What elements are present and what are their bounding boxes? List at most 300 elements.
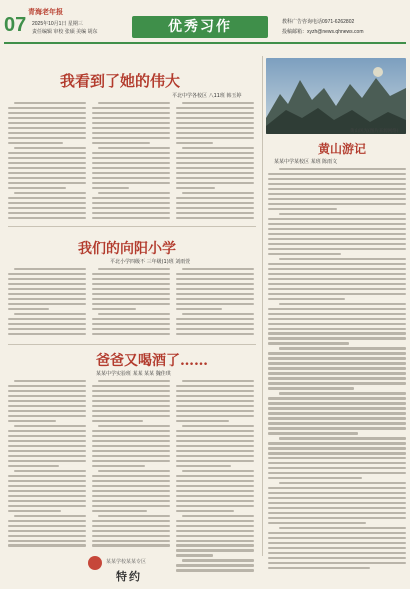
text-line <box>268 507 406 509</box>
text-line <box>268 412 406 414</box>
text-line <box>176 445 254 447</box>
text-line <box>176 278 254 280</box>
text-line <box>268 367 406 369</box>
text-line <box>8 490 86 492</box>
text-line <box>279 168 406 170</box>
text-line <box>268 382 406 384</box>
text-line <box>268 183 406 185</box>
text-line <box>182 102 254 104</box>
text-line <box>176 137 254 139</box>
text-line <box>92 187 129 189</box>
text-line <box>182 192 254 194</box>
text-line <box>92 283 170 285</box>
contact-email: 投稿邮箱：xyzh@news.qhnews.com <box>282 29 364 35</box>
text-line <box>176 207 254 209</box>
page-number: 07 <box>4 14 27 36</box>
text-line <box>92 390 170 392</box>
text-line <box>92 450 170 452</box>
text-line <box>268 472 406 474</box>
text-line <box>8 187 66 189</box>
text-line <box>268 517 406 519</box>
text-line <box>92 410 170 412</box>
text-line <box>92 157 170 159</box>
text-line <box>8 465 59 467</box>
text-line <box>8 328 86 330</box>
text-line <box>14 268 86 270</box>
text-line <box>92 162 170 164</box>
text-line <box>8 152 86 154</box>
article-body <box>176 380 254 576</box>
text-line <box>8 480 86 482</box>
text-line <box>279 258 406 260</box>
text-line <box>8 460 86 462</box>
text-line <box>268 567 370 569</box>
text-line <box>268 532 406 534</box>
text-line <box>279 527 406 529</box>
text-line <box>92 127 170 129</box>
text-line <box>8 157 86 159</box>
text-line <box>268 552 406 554</box>
text-line <box>176 303 254 305</box>
text-line <box>176 430 254 432</box>
text-line <box>176 217 254 219</box>
text-line <box>92 293 170 295</box>
text-line <box>176 490 254 492</box>
text-line <box>92 544 170 546</box>
text-line <box>8 510 61 512</box>
text-line <box>8 544 86 546</box>
text-line <box>8 137 86 139</box>
text-line <box>92 445 170 447</box>
text-line <box>8 435 86 437</box>
text-line <box>8 500 86 502</box>
text-line <box>279 213 406 215</box>
text-line <box>92 308 136 310</box>
text-line <box>176 420 229 422</box>
school-logo-icon <box>88 556 102 570</box>
text-line <box>8 293 86 295</box>
article-body <box>176 102 254 222</box>
text-line <box>268 477 362 479</box>
column-divider <box>262 56 263 556</box>
text-line <box>92 142 150 144</box>
text-line <box>8 273 86 275</box>
text-line <box>176 323 254 325</box>
text-line <box>92 207 170 209</box>
text-line <box>268 407 406 409</box>
text-line <box>176 525 254 527</box>
text-line <box>268 178 406 180</box>
text-line <box>92 475 170 477</box>
text-line <box>176 535 254 537</box>
text-line <box>98 313 170 315</box>
text-line <box>176 308 222 310</box>
text-line <box>92 217 170 219</box>
text-line <box>8 505 86 507</box>
text-line <box>92 177 170 179</box>
text-line <box>92 172 170 174</box>
text-line <box>268 557 406 559</box>
text-line <box>176 520 254 522</box>
text-line <box>268 173 406 175</box>
text-line <box>268 263 406 265</box>
text-line <box>8 298 86 300</box>
text-line <box>8 112 86 114</box>
text-line <box>92 132 170 134</box>
text-line <box>92 495 170 497</box>
text-line <box>92 405 170 407</box>
text-line <box>176 117 254 119</box>
text-line <box>268 487 406 489</box>
text-line <box>176 544 254 546</box>
text-line <box>268 342 349 344</box>
text-line <box>176 510 234 512</box>
text-line <box>268 442 406 444</box>
text-line <box>8 197 86 199</box>
text-line <box>268 313 406 315</box>
photo-caption: 黄山风光(图片来源网络) <box>350 129 399 134</box>
text-line <box>176 480 254 482</box>
text-line <box>182 559 254 561</box>
text-line <box>268 462 406 464</box>
text-line <box>92 535 170 537</box>
text-line <box>268 238 406 240</box>
text-line <box>92 288 170 290</box>
text-line <box>92 520 170 522</box>
text-line <box>92 385 170 387</box>
contact-phone: 教科广告咨询电话0971-6262802 <box>282 19 355 25</box>
text-line <box>98 380 170 382</box>
text-line <box>8 530 86 532</box>
text-line <box>279 303 406 305</box>
text-line <box>176 157 254 159</box>
text-line <box>8 535 86 537</box>
text-line <box>176 395 254 397</box>
text-line <box>268 298 345 300</box>
text-line <box>182 268 254 270</box>
text-line <box>92 530 170 532</box>
text-line <box>268 278 406 280</box>
text-line <box>8 333 86 335</box>
text-line <box>268 547 406 549</box>
text-line <box>176 318 254 320</box>
text-line <box>176 385 254 387</box>
text-line <box>8 440 86 442</box>
text-line <box>268 223 406 225</box>
text-line <box>182 470 254 472</box>
text-line <box>14 192 86 194</box>
text-line <box>92 400 170 402</box>
text-line <box>8 308 49 310</box>
text-line <box>268 397 406 399</box>
text-line <box>92 455 170 457</box>
text-line <box>92 430 170 432</box>
section-divider <box>8 344 256 345</box>
text-line <box>176 182 254 184</box>
text-line <box>176 142 213 144</box>
article-title: 爸爸又喝酒了…… <box>96 353 208 369</box>
text-line <box>176 435 254 437</box>
text-line <box>14 313 86 315</box>
text-line <box>268 243 406 245</box>
text-line <box>268 467 406 469</box>
text-line <box>268 542 406 544</box>
text-line <box>268 332 406 334</box>
text-line <box>8 117 86 119</box>
text-line <box>268 387 354 389</box>
text-line <box>14 515 86 517</box>
text-line <box>268 268 406 270</box>
text-line <box>8 172 86 174</box>
section-divider <box>8 226 256 227</box>
text-line <box>92 278 170 280</box>
text-line <box>176 197 254 199</box>
text-line <box>8 217 86 219</box>
text-line <box>268 318 406 320</box>
article-title: 我们的向阳小学 <box>78 241 176 257</box>
text-line <box>268 273 406 275</box>
date-line: 2025年10月1日 星期三 <box>32 21 83 27</box>
text-line <box>92 107 170 109</box>
text-line <box>176 107 254 109</box>
text-line <box>268 208 337 210</box>
text-line <box>268 357 406 359</box>
text-line <box>176 440 254 442</box>
text-line <box>8 202 86 204</box>
text-line <box>268 362 406 364</box>
article-body <box>92 268 170 340</box>
text-line <box>92 117 170 119</box>
text-line <box>268 522 366 524</box>
text-line <box>8 182 86 184</box>
text-line <box>182 147 254 149</box>
text-line <box>8 540 86 542</box>
text-line <box>98 147 170 149</box>
text-line <box>268 457 406 459</box>
text-line <box>92 323 170 325</box>
newspaper-logo: 青海老年报 <box>28 9 63 16</box>
sponsor-label: 特约 <box>116 570 142 583</box>
text-line <box>92 303 170 305</box>
text-line <box>176 112 254 114</box>
text-line <box>92 122 170 124</box>
text-line <box>14 380 86 382</box>
text-line <box>176 405 254 407</box>
text-line <box>268 337 406 339</box>
text-line <box>268 323 406 325</box>
text-line <box>176 212 254 214</box>
text-line <box>92 465 145 467</box>
text-line <box>268 228 406 230</box>
text-line <box>98 515 170 517</box>
text-line <box>92 460 170 462</box>
article-byline: 平北小学四级不 三年级(1)班 刘雨萱 <box>110 259 191 265</box>
text-line <box>8 142 63 144</box>
text-line <box>268 562 406 564</box>
text-line <box>176 410 254 412</box>
text-line <box>182 380 254 382</box>
text-line <box>92 212 170 214</box>
text-line <box>268 492 406 494</box>
text-line <box>268 233 406 235</box>
text-line <box>14 102 86 104</box>
text-line <box>176 460 254 462</box>
text-line <box>176 500 254 502</box>
article-byline: 某某中学某校区 某班 陈雨文 <box>274 159 338 165</box>
text-line <box>8 323 86 325</box>
header-divider <box>4 42 406 44</box>
text-line <box>176 187 215 189</box>
text-line <box>14 425 86 427</box>
text-line <box>268 218 406 220</box>
text-line <box>279 482 406 484</box>
text-line <box>92 318 170 320</box>
text-line <box>176 328 254 330</box>
text-line <box>8 385 86 387</box>
text-line <box>8 410 86 412</box>
text-line <box>176 540 254 542</box>
text-line <box>268 253 341 255</box>
text-line <box>8 162 86 164</box>
text-line <box>176 167 254 169</box>
text-line <box>98 268 170 270</box>
text-line <box>268 402 406 404</box>
text-line <box>176 293 254 295</box>
text-line <box>176 450 254 452</box>
text-line <box>92 137 170 139</box>
text-line <box>92 197 170 199</box>
text-line <box>268 452 406 454</box>
text-line <box>268 188 406 190</box>
text-line <box>182 313 254 315</box>
editors-line: 责任编辑 审校 张硕 美编 胡东 <box>32 29 98 35</box>
text-line <box>8 495 86 497</box>
text-line <box>8 207 86 209</box>
text-line <box>92 480 170 482</box>
text-line <box>268 432 358 434</box>
section-banner: 优秀习作 <box>132 16 268 38</box>
text-line <box>92 490 170 492</box>
text-line <box>176 177 254 179</box>
text-line <box>92 328 170 330</box>
text-line <box>8 415 86 417</box>
text-line <box>98 425 170 427</box>
article-byline: 平北中学各校区 八11班 韩玉婷 <box>172 93 242 99</box>
text-line <box>182 425 254 427</box>
text-line <box>176 475 254 477</box>
page-header <box>0 0 410 42</box>
text-line <box>176 152 254 154</box>
text-line <box>176 549 254 551</box>
text-line <box>268 288 406 290</box>
text-line <box>268 308 406 310</box>
text-line <box>92 152 170 154</box>
text-line <box>176 465 231 467</box>
text-line <box>176 162 254 164</box>
text-line <box>8 450 86 452</box>
text-line <box>8 390 86 392</box>
text-line <box>8 485 86 487</box>
text-line <box>92 525 170 527</box>
text-line <box>14 470 86 472</box>
text-line <box>176 415 254 417</box>
text-line <box>8 303 86 305</box>
text-line <box>8 420 56 422</box>
text-line <box>176 202 254 204</box>
text-line <box>8 212 86 214</box>
text-line <box>8 288 86 290</box>
text-line <box>268 537 406 539</box>
text-line <box>268 422 406 424</box>
text-line <box>8 122 86 124</box>
text-line <box>8 525 86 527</box>
text-line <box>92 415 170 417</box>
text-line <box>176 505 254 507</box>
text-line <box>92 510 147 512</box>
text-line <box>176 298 254 300</box>
text-line <box>92 202 170 204</box>
text-line <box>176 564 254 566</box>
text-line <box>176 172 254 174</box>
text-line <box>8 430 86 432</box>
text-line <box>98 102 170 104</box>
text-line <box>98 470 170 472</box>
article-body <box>8 380 86 550</box>
text-line <box>8 395 86 397</box>
text-line <box>268 328 406 330</box>
text-line <box>92 298 170 300</box>
text-line <box>279 347 406 349</box>
text-line <box>268 502 406 504</box>
sponsor-name: 某某学校某某专区 <box>106 559 147 565</box>
text-line <box>92 395 170 397</box>
text-line <box>268 293 406 295</box>
text-line <box>92 435 170 437</box>
text-line <box>8 318 86 320</box>
text-line <box>98 192 170 194</box>
text-line <box>268 198 406 200</box>
text-line <box>176 495 254 497</box>
text-line <box>92 112 170 114</box>
text-line <box>8 455 86 457</box>
text-line <box>268 352 406 354</box>
article-title: 黄山游记 <box>318 142 367 156</box>
text-line <box>92 505 170 507</box>
text-line <box>176 390 254 392</box>
text-line <box>8 405 86 407</box>
text-line <box>182 515 254 517</box>
text-line <box>176 530 254 532</box>
text-line <box>92 540 170 542</box>
text-line <box>8 278 86 280</box>
text-line <box>176 132 254 134</box>
text-line <box>92 273 170 275</box>
sponsor-ad <box>88 554 176 584</box>
text-line <box>8 127 86 129</box>
text-line <box>8 400 86 402</box>
text-line <box>8 107 86 109</box>
text-line <box>268 203 406 205</box>
text-line <box>176 122 254 124</box>
article-title: 我看到了她的伟大 <box>60 72 181 90</box>
text-line <box>268 193 406 195</box>
article-byline: 某某中学实验班 某某 某某 魏佳琪 <box>96 371 171 377</box>
text-line <box>8 177 86 179</box>
text-line <box>268 417 406 419</box>
text-line <box>92 333 170 335</box>
text-line <box>92 420 143 422</box>
article-body <box>8 102 86 222</box>
